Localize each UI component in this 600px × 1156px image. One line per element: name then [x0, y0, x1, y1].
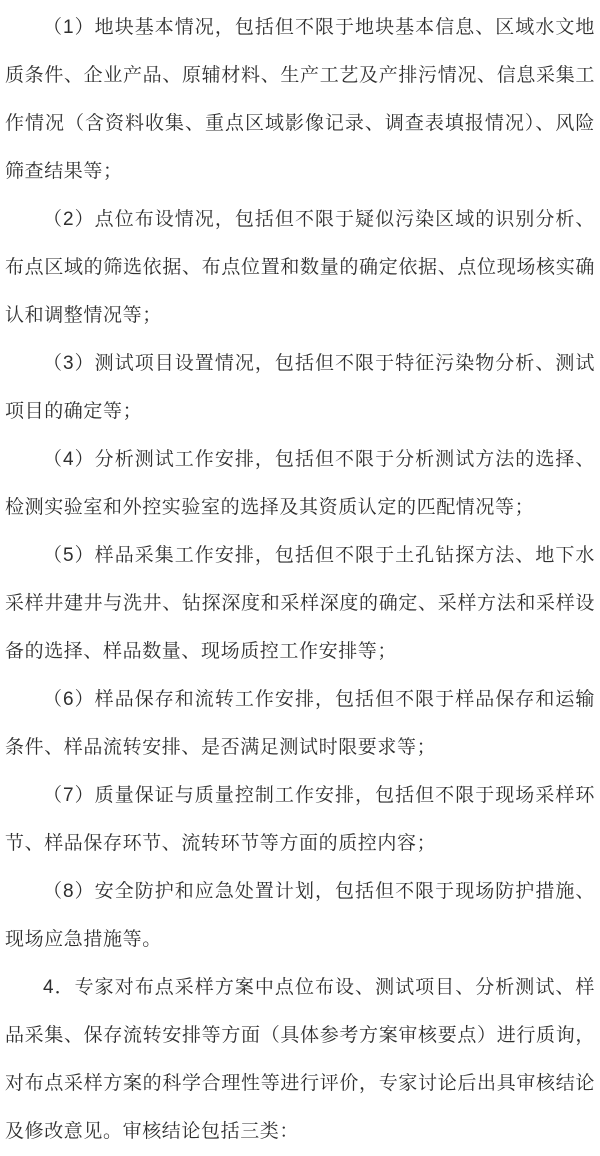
paragraph-item-8: （8）安全防护和应急处置计划，包括但不限于现场防护措施、现场应急措施等。 [5, 881, 595, 950]
paragraph-item-6: （6）样品保存和流转工作安排，包括但不限于样品保存和运输条件、样品流转安排、是否满足测试时限要求等； [5, 689, 595, 758]
paragraph-item-3: （3）测试项目设置情况，包括但不限于特征污染物分析、测试项目的确定等； [5, 353, 595, 422]
paragraph-item-5: （5）样品采集工作安排，包括但不限于土孔钻探方法、地下水采样井建井与洗井、钻探深度和采样深度的确定、采样方法和采样设备的选择、样品数量、现场质控工作安排等； [5, 545, 595, 662]
paragraph-item-9: 4．专家对布点采样方案中点位布设、测试项目、分析测试、样品采集、保存流转安排等方面（具体参考方案审核要点）进行质询，对布点采样方案的科学合理性等进行评价，专家讨论后出具审核结论及修改意见。审核结论包括三类： [5, 977, 595, 1142]
paragraph-item-1: （1）地块基本情况，包括但不限于地块基本信息、区域水文地质条件、企业产品、原辅材料、生产工艺及产排污情况、信息采集工作情况（含资料收集、重点区域影像记录、调查表填报情况）、风险筛查结果等； [5, 17, 595, 182]
paragraph-item-4: （4）分析测试工作安排，包括但不限于分析测试方法的选择、检测实验室和外控实验室的选择及其资质认定的匹配情况等； [5, 449, 595, 518]
paragraph-item-7: （7）质量保证与质量控制工作安排，包括但不限于现场采样环节、样品保存环节、流转环节等方面的质控内容； [5, 785, 595, 854]
paragraph-item-2: （2）点位布设情况，包括但不限于疑似污染区域的识别分析、布点区域的筛选依据、布点位置和数量的确定依据、点位现场核实确认和调整情况等； [5, 209, 595, 326]
